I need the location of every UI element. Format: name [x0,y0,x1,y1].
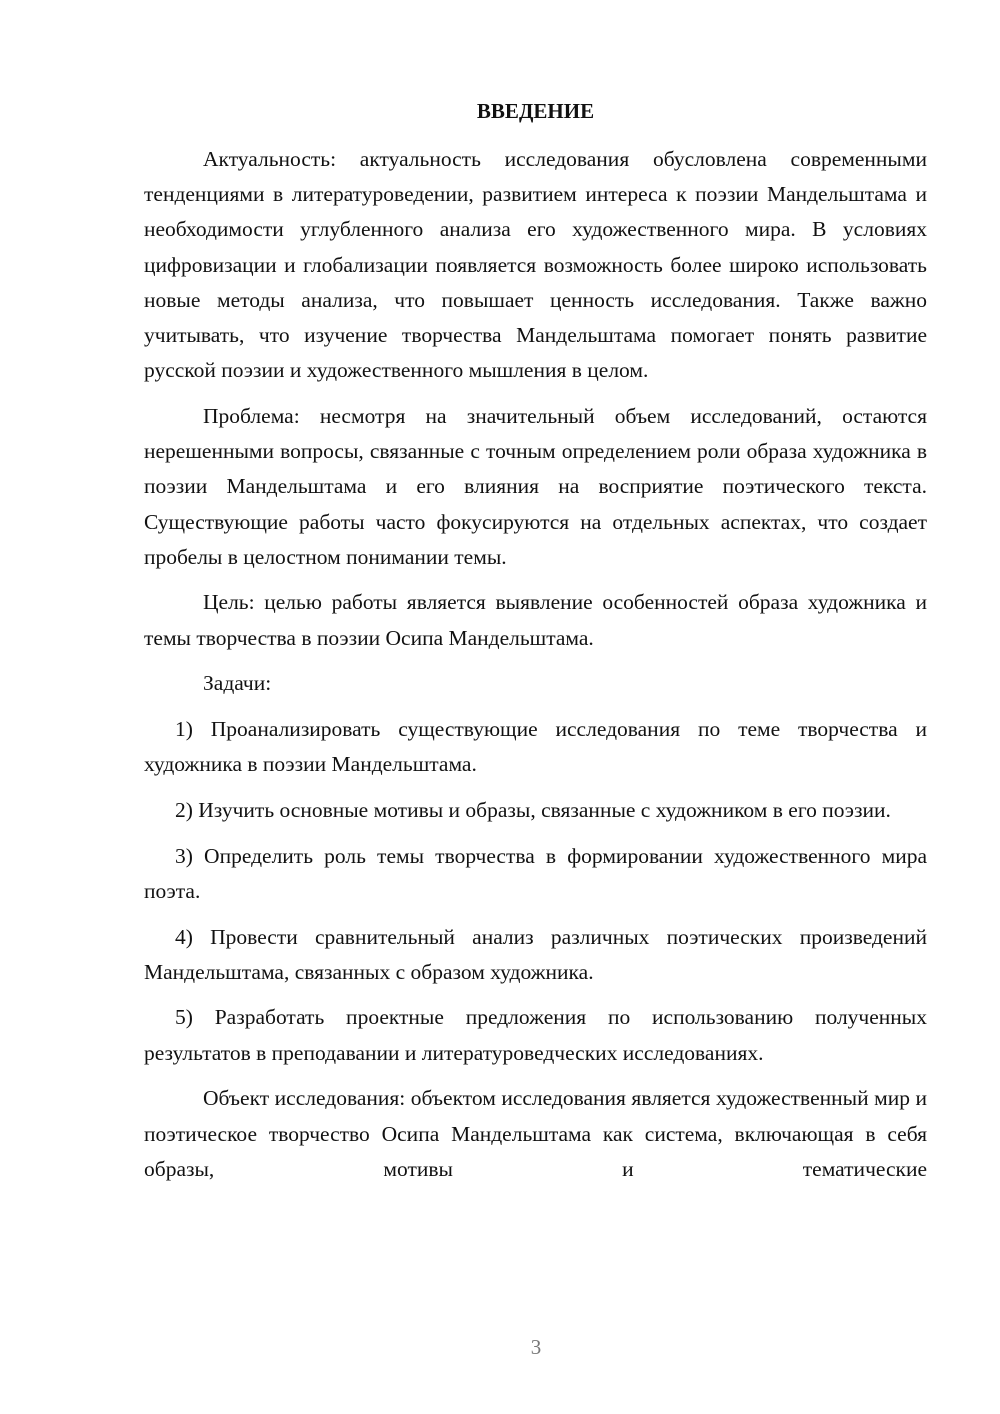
document-body [144,142,927,1187]
page-number: 3 [530,1335,542,1359]
tasks-heading: Задачи: [203,671,272,696]
object-paragraph: Объект исследования: объектом исследования является художественный мир и поэтическое творчество Осипа Мандельштама как система, включающая в себя образы, мотивы и тематические [144,1086,927,1181]
relevance-paragraph: Актуальность: актуальность исследования обусловлена современными тенденциями в литературоведении, развитием интереса к поэзии Мандельштама и необходимости углубленного анализа его художественного мира. В условиях цифровизации и глобализации появляется возможность более широко использовать новые методы анализа, что повышает ценность исследования. Также важно учитывать, что изучение творчества Мандельштама помогает понять развитие русской поэзии и художественного мышления в целом. [144,147,927,383]
goal-paragraph: Цель: целью работы является выявление особенностей образа художника и темы творчества в поэзии Осипа Мандельштама. [144,590,927,650]
task-item-1: 1) Проанализировать существующие исследования по теме творчества и художника в поэзии Мандельштама. [144,717,927,777]
task-item-5: 5) Разработать проектные предложения по использованию полученных результатов в преподавании и литературоведческих исследованиях. [144,1005,927,1065]
problem-paragraph: Проблема: несмотря на значительный объем исследований, остаются нерешенными вопросы, связанные с точным определением роли образа художника в поэзии Мандельштама и его влияния на восприятие поэтического текста. Существующие работы часто фокусируются на отдельных аспектах, что создает пробелы в целостном понимании темы. [144,403,927,569]
task-item-2: 2) Изучить основные мотивы и образы, связанные с художником в его поэзии. [175,797,891,822]
task-item-3: 3) Определить роль темы творчества в формировании художественного мира поэта. [144,843,927,903]
section-title: ВВЕДЕНИЕ [476,99,595,123]
task-item-4: 4) Провести сравнительный анализ различных поэтических произведений Мандельштама, связанных с образом художника. [144,924,927,984]
